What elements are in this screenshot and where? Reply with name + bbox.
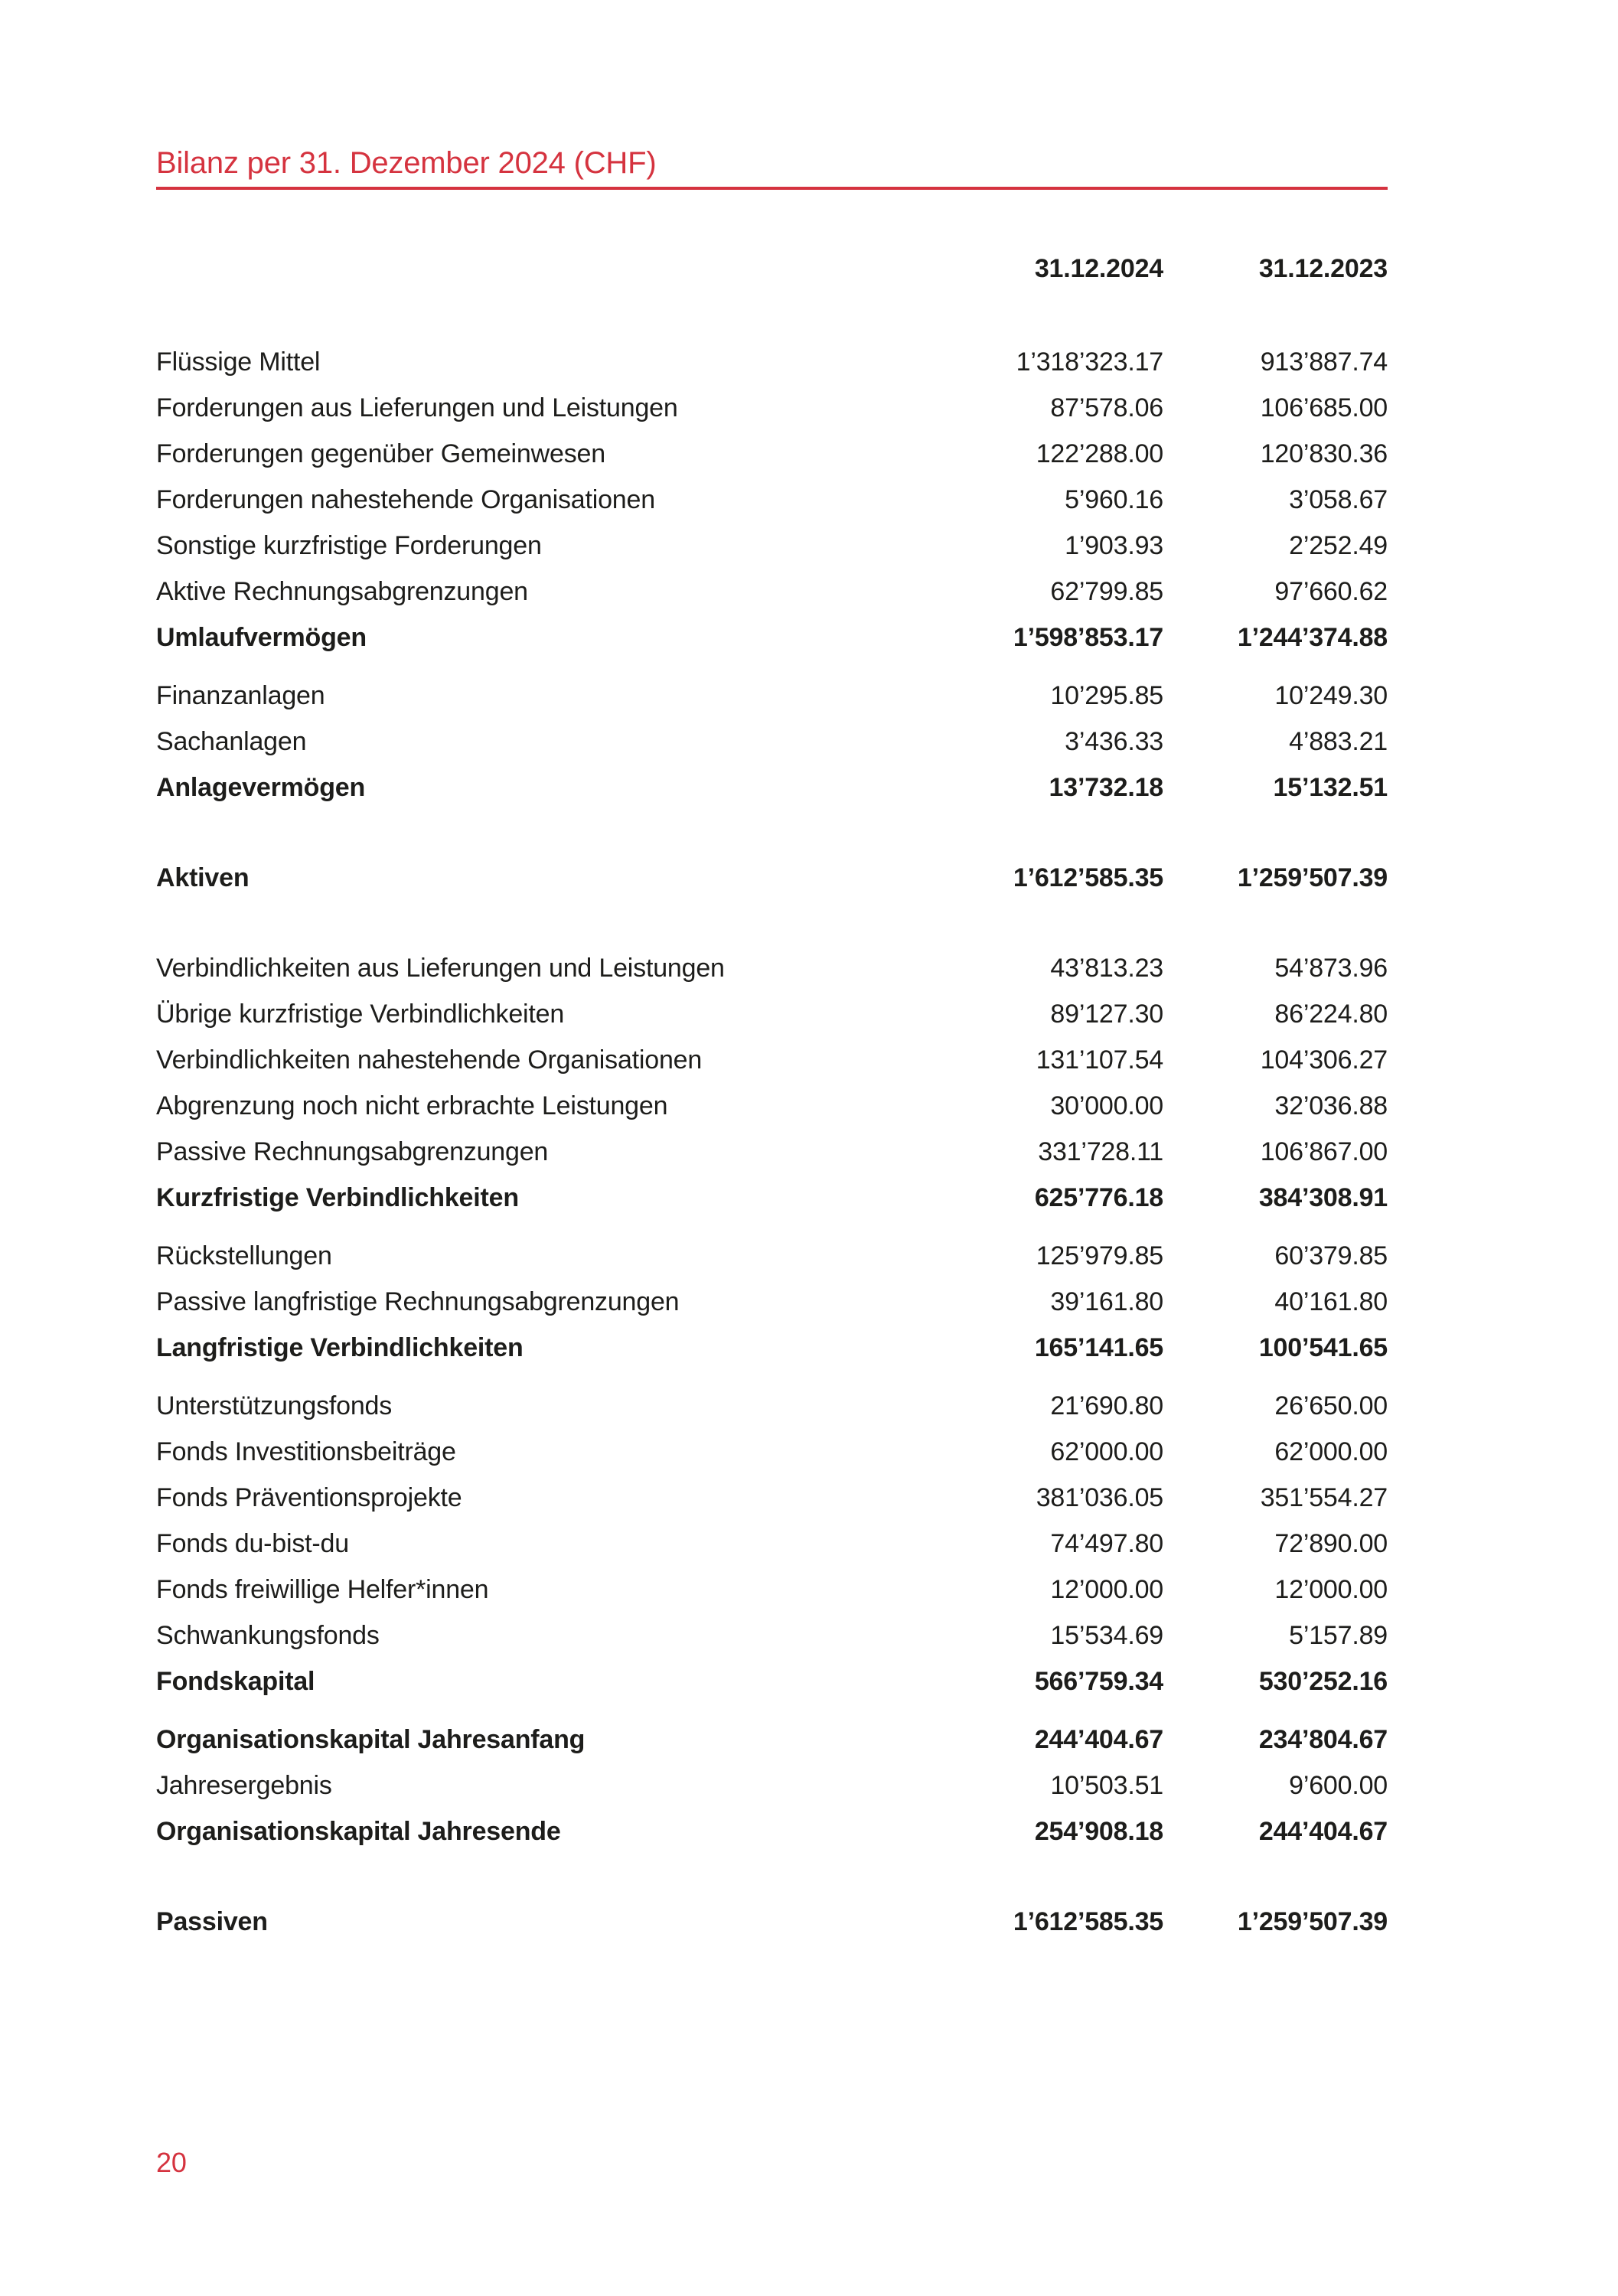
table-row <box>156 1763 1388 1808</box>
row-value-2024: 122’288.00 <box>1036 439 1163 468</box>
row-value-2024: 244’404.67 <box>1034 1725 1163 1754</box>
row-label: Übrige kurzfristige Verbindlichkeiten <box>156 1000 565 1029</box>
section-umlaufvermoegen <box>156 339 1388 660</box>
row-label: Aktive Rechnungsabgrenzungen <box>156 577 528 606</box>
row-value-2024: 3’436.33 <box>1065 727 1163 756</box>
row-value-2024: 62’799.85 <box>1050 577 1163 606</box>
row-value-2023: 1’259’507.39 <box>1237 863 1388 892</box>
row-label: Flüssige Mittel <box>156 347 321 377</box>
row-value-2023: 62’000.00 <box>1274 1437 1388 1466</box>
row-value-2024: 13’732.18 <box>1049 773 1163 802</box>
table-row <box>156 523 1388 569</box>
row-label: Passive Rechnungsabgrenzungen <box>156 1137 549 1166</box>
row-label: Forderungen aus Lieferungen und Leistungen <box>156 393 678 422</box>
table-row <box>156 719 1388 765</box>
row-value-2023: 9’600.00 <box>1289 1771 1388 1800</box>
row-value-2023: 104’306.27 <box>1260 1045 1388 1075</box>
table-row <box>156 945 1388 991</box>
row-value-2024: 254’908.18 <box>1034 1817 1163 1846</box>
row-value-2024: 1’318’323.17 <box>1016 347 1163 377</box>
row-value-2024: 10’295.85 <box>1050 681 1163 710</box>
table-row <box>156 1658 1388 1704</box>
section-passiven-total <box>156 1899 1388 1945</box>
column-header-2024: 31.12.2024 <box>1034 254 1163 283</box>
table-row <box>156 431 1388 477</box>
section-anlagevermoegen <box>156 673 1388 810</box>
section-fondskapital <box>156 1383 1388 1704</box>
row-value-2024: 21’690.80 <box>1050 1391 1163 1420</box>
row-value-2023: 106’685.00 <box>1260 393 1388 422</box>
row-value-2023: 12’000.00 <box>1274 1575 1388 1604</box>
page-content <box>156 0 1388 1945</box>
row-value-2024: 331’728.11 <box>1038 1137 1163 1166</box>
row-label: Fonds Investitionsbeiträge <box>156 1437 456 1466</box>
table-row <box>156 1233 1388 1279</box>
column-header-2023: 31.12.2023 <box>1258 254 1388 283</box>
table-row <box>156 1521 1388 1567</box>
table-row <box>156 1129 1388 1175</box>
row-value-2023: 384’308.91 <box>1258 1183 1388 1212</box>
row-value-2023: 15’132.51 <box>1273 773 1388 802</box>
row-value-2023: 60’379.85 <box>1274 1241 1388 1270</box>
row-value-2024: 10’503.51 <box>1050 1771 1163 1800</box>
table-row <box>156 1383 1388 1429</box>
table-row <box>156 1567 1388 1613</box>
row-value-2024: 625’776.18 <box>1034 1183 1163 1212</box>
row-label: Passiven <box>156 1907 268 1936</box>
row-value-2024: 43’813.23 <box>1050 954 1163 983</box>
row-label: Fonds Präventionsprojekte <box>156 1483 462 1512</box>
table-row <box>156 673 1388 719</box>
section-langfristige-verbindlichkeiten <box>156 1233 1388 1371</box>
row-value-2023: 120’830.36 <box>1260 439 1388 468</box>
row-label: Forderungen gegenüber Gemeinwesen <box>156 439 605 468</box>
row-value-2023: 1’244’374.88 <box>1237 623 1388 652</box>
table-row <box>156 1808 1388 1854</box>
row-value-2023: 3’058.67 <box>1289 485 1388 514</box>
table-row <box>156 339 1388 385</box>
row-value-2024: 62’000.00 <box>1050 1437 1163 1466</box>
table-row <box>156 1083 1388 1129</box>
row-value-2024: 381’036.05 <box>1036 1483 1163 1512</box>
row-value-2024: 74’497.80 <box>1050 1529 1163 1558</box>
row-label: Passive langfristige Rechnungsabgrenzungen <box>156 1287 680 1316</box>
row-value-2024: 89’127.30 <box>1050 1000 1163 1029</box>
table-row <box>156 1717 1388 1763</box>
table-row <box>156 991 1388 1037</box>
row-value-2024: 5’960.16 <box>1065 485 1163 514</box>
row-label: Rückstellungen <box>156 1241 332 1270</box>
table-row <box>156 615 1388 660</box>
table-row <box>156 1475 1388 1521</box>
table-row <box>156 1429 1388 1475</box>
row-label: Verbindlichkeiten aus Lieferungen und Leistungen <box>156 954 725 983</box>
row-label: Langfristige Verbindlichkeiten <box>156 1333 524 1362</box>
row-value-2023: 234’804.67 <box>1258 1725 1388 1754</box>
table-row <box>156 385 1388 431</box>
table-row <box>156 1325 1388 1371</box>
section-kurzfristige-verbindlichkeiten <box>156 945 1388 1221</box>
row-label: Anlagevermögen <box>156 773 366 802</box>
row-value-2024: 1’612’585.35 <box>1013 863 1163 892</box>
row-value-2024: 15’534.69 <box>1050 1621 1163 1650</box>
row-value-2024: 1’612’585.35 <box>1013 1907 1163 1936</box>
row-value-2023: 86’224.80 <box>1274 1000 1388 1029</box>
column-header-spacer <box>156 254 918 284</box>
row-value-2024: 39’161.80 <box>1050 1287 1163 1316</box>
balance-sheet-table <box>156 339 1388 1945</box>
row-label: Sonstige kurzfristige Forderungen <box>156 531 542 560</box>
row-value-2024: 125’979.85 <box>1036 1241 1163 1270</box>
row-value-2023: 72’890.00 <box>1274 1529 1388 1558</box>
row-value-2023: 1’259’507.39 <box>1237 1907 1388 1936</box>
row-value-2023: 244’404.67 <box>1258 1817 1388 1846</box>
table-row <box>156 1899 1388 1945</box>
row-label: Abgrenzung noch nicht erbrachte Leistungen <box>156 1091 668 1120</box>
row-value-2024: 566’759.34 <box>1034 1667 1163 1696</box>
row-label: Organisationskapital Jahresanfang <box>156 1725 586 1754</box>
row-value-2024: 12’000.00 <box>1050 1575 1163 1604</box>
row-value-2023: 5’157.89 <box>1289 1621 1388 1650</box>
row-value-2023: 4’883.21 <box>1289 727 1388 756</box>
table-row <box>156 477 1388 523</box>
row-label: Finanzanlagen <box>156 681 325 710</box>
table-row <box>156 1279 1388 1325</box>
row-value-2024: 1’598’853.17 <box>1013 623 1163 652</box>
row-label: Aktiven <box>156 863 250 892</box>
row-label: Fondskapital <box>156 1667 315 1696</box>
table-row <box>156 1037 1388 1083</box>
page-title: Bilanz per 31. Dezember 2024 (CHF) <box>156 145 1388 190</box>
table-row <box>156 855 1388 901</box>
column-headers <box>156 254 1388 284</box>
row-value-2024: 131’107.54 <box>1036 1045 1163 1075</box>
table-row <box>156 1613 1388 1658</box>
row-value-2024: 87’578.06 <box>1050 393 1163 422</box>
page-number: 20 <box>156 2147 187 2178</box>
table-row <box>156 1175 1388 1221</box>
row-value-2023: 54’873.96 <box>1274 954 1388 983</box>
table-row <box>156 569 1388 615</box>
row-label: Fonds freiwillige Helfer*innen <box>156 1575 489 1604</box>
table-row <box>156 765 1388 810</box>
row-value-2023: 100’541.65 <box>1258 1333 1388 1362</box>
row-value-2024: 30’000.00 <box>1050 1091 1163 1120</box>
row-value-2023: 97’660.62 <box>1274 577 1388 606</box>
row-label: Unterstützungsfonds <box>156 1391 393 1420</box>
row-value-2024: 1’903.93 <box>1065 531 1163 560</box>
section-aktiven-total <box>156 855 1388 901</box>
row-label: Fonds du-bist-du <box>156 1529 349 1558</box>
section-organisationskapital <box>156 1717 1388 1854</box>
row-value-2023: 40’161.80 <box>1274 1287 1388 1316</box>
row-value-2023: 913’887.74 <box>1260 347 1388 377</box>
row-value-2024: 165’141.65 <box>1034 1333 1163 1362</box>
row-label: Verbindlichkeiten nahestehende Organisationen <box>156 1045 703 1075</box>
row-value-2023: 26’650.00 <box>1274 1391 1388 1420</box>
row-value-2023: 32’036.88 <box>1274 1091 1388 1120</box>
row-label: Organisationskapital Jahresende <box>156 1817 561 1846</box>
row-value-2023: 351’554.27 <box>1260 1483 1388 1512</box>
row-value-2023: 530’252.16 <box>1258 1667 1388 1696</box>
row-label: Umlaufvermögen <box>156 623 367 652</box>
row-label: Jahresergebnis <box>156 1771 332 1800</box>
row-label: Forderungen nahestehende Organisationen <box>156 485 655 514</box>
row-value-2023: 10’249.30 <box>1274 681 1388 710</box>
row-value-2023: 2’252.49 <box>1289 531 1388 560</box>
row-label: Sachanlagen <box>156 727 307 756</box>
row-label: Kurzfristige Verbindlichkeiten <box>156 1183 519 1212</box>
row-label: Schwankungsfonds <box>156 1621 380 1650</box>
row-value-2023: 106’867.00 <box>1260 1137 1388 1166</box>
